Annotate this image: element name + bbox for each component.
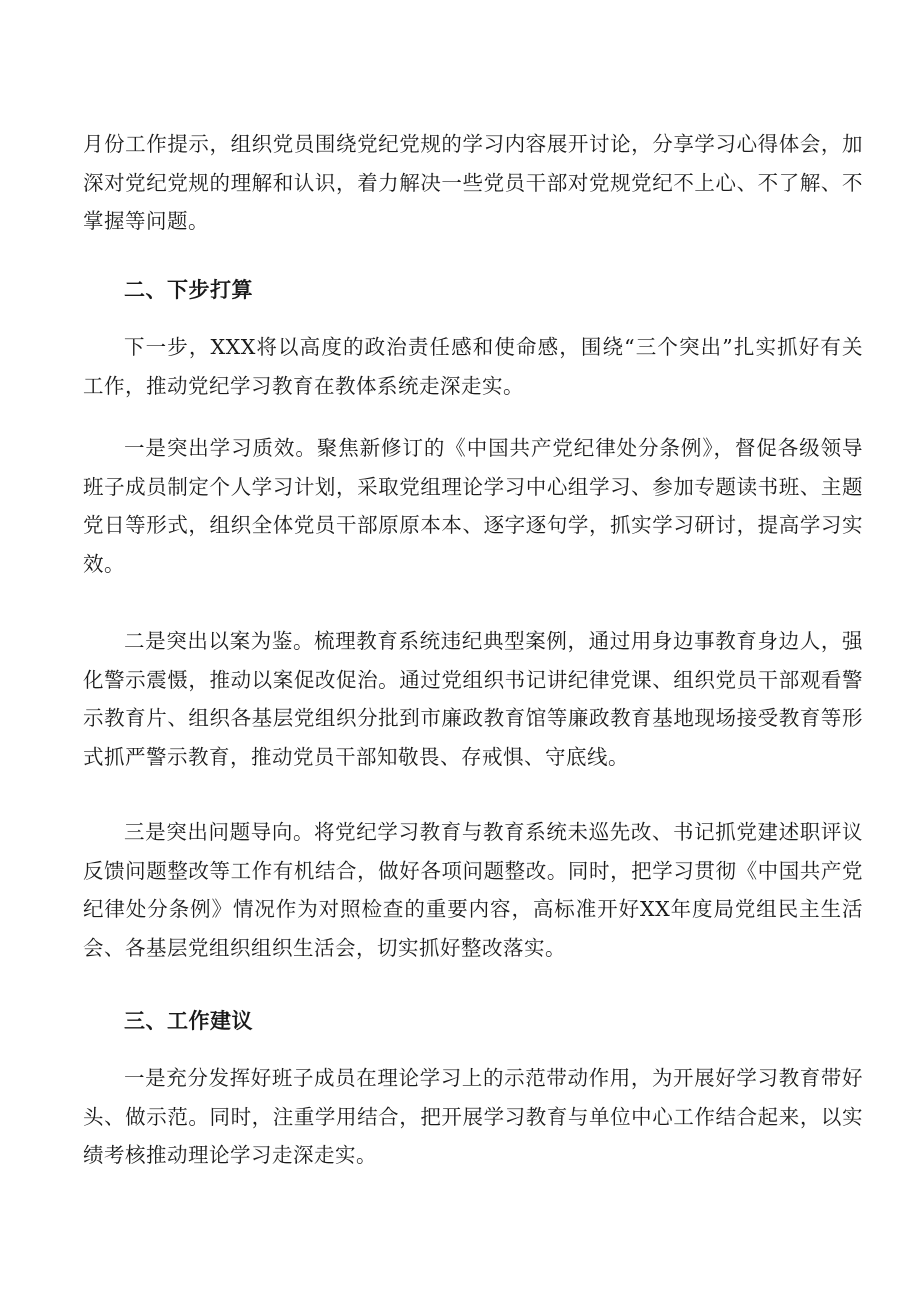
paragraph-learning-quality: 一是突出学习质效。聚焦新修订的《中国共产党纪律处分条例》，督促各级领导班子成员制定个人学习计划，采取党组理论学习中心组学习、参加专题读书班、主题党日等形式，组织全体党员干部原原本本、逐字逐句学，抓实学习研讨，提高学习实效。 [83,436,863,576]
paragraph-problem-oriented: 三是突出问题导向。将党纪学习教育与教育系统未巡先改、书记抓党建述职评议反馈问题整改等工作有机结合，做好各项问题整改。同时，把学习贯彻《中国共产党纪律处分条例》情况作为对照检查的重要内容，高标准开好XX年度局党组民主生活会、各基层党组织组织生活会，切实抓好整改落实。 [83,820,863,960]
paragraph-case-lessons: 二是突出以案为鉴。梳理教育系统违纪典型案例，通过用身边事教育身边人，强化警示震慑，推动以案促改促治。通过党组织书记讲纪律党课、组织党员干部观看警示教育片、组织各基层党组织分批到市廉政教育馆等廉政教育基地现场接受教育等形式抓严警示教育，推动党员干部知敬畏、存戒惧、守底线。 [83,629,863,769]
section-heading-next-steps: 二、下步打算 [124,278,253,302]
paragraph-suggestion-one: 一是充分发挥好班子成员在理论学习上的示范带动作用，为开展好学习教育带好头、做示范。同时，注重学用结合，把开展学习教育与单位中心工作结合起来，以实绩考核推动理论学习走深走实。 [83,1066,863,1167]
paragraph-continuation: 月份工作提示，组织党员围绕党纪党规的学习内容展开讨论，分享学习心得体会，加深对党纪党规的理解和认识，着力解决一些党员干部对党规党纪不上心、不了解、不掌握等问题。 [83,132,863,233]
paragraph-next-step-intro: 下一步，XXX将以高度的政治责任感和使命感，围绕“三个突出”扎实抓好有关工作，推动党纪学习教育在教体系统走深走实。 [83,335,863,398]
section-heading-suggestions: 三、工作建议 [124,1009,253,1033]
